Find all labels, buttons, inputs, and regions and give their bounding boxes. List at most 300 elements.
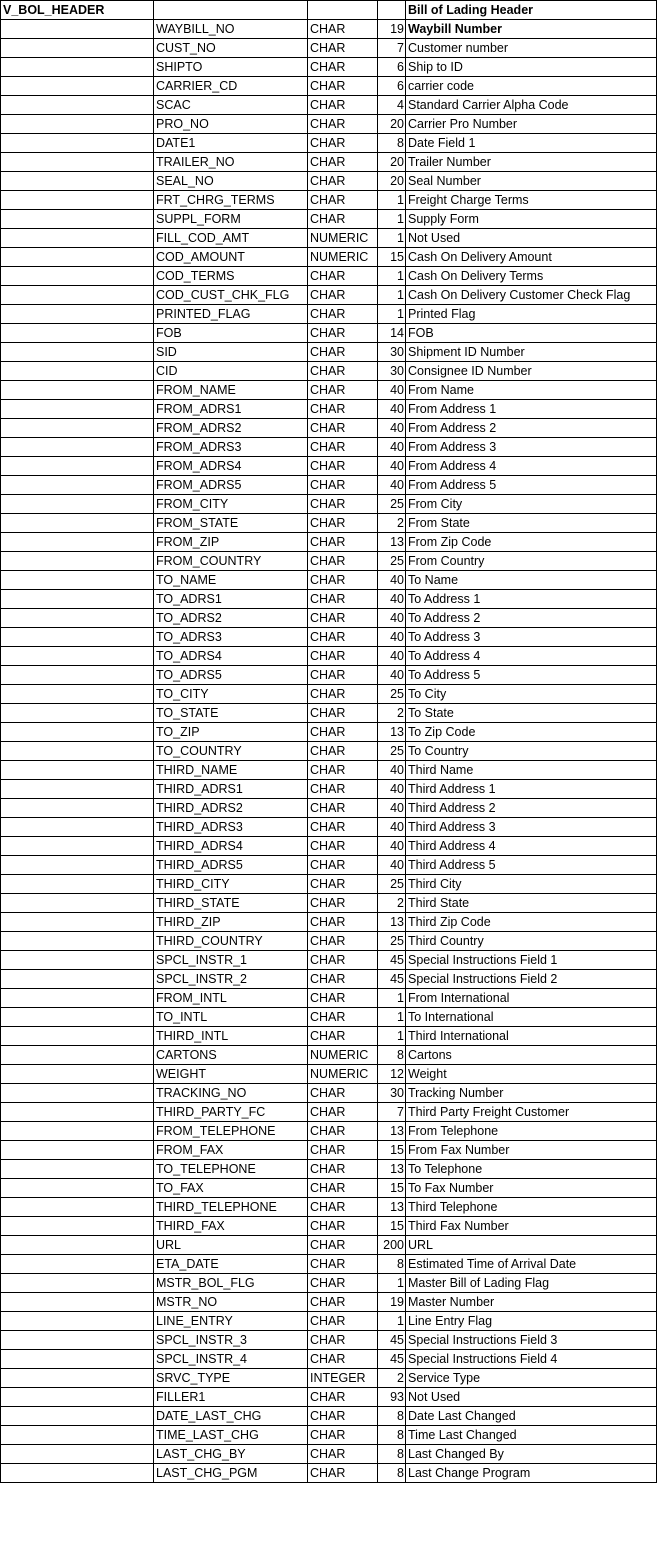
field-length-cell: 6 <box>378 77 406 96</box>
table-row <box>1 1426 657 1445</box>
data-type-cell: CHAR <box>308 951 378 970</box>
table-row <box>1 742 657 761</box>
field-description-cell: Special Instructions Field 3 <box>406 1331 657 1350</box>
table-row <box>1 1236 657 1255</box>
data-type-cell: CHAR <box>308 913 378 932</box>
field-name-cell: FROM_INTL <box>154 989 308 1008</box>
field-description-cell: Third Address 1 <box>406 780 657 799</box>
table-row <box>1 799 657 818</box>
empty-cell <box>1 1274 154 1293</box>
field-length-cell: 1 <box>378 286 406 305</box>
field-description-cell: Not Used <box>406 1388 657 1407</box>
table-row <box>1 1027 657 1046</box>
table-row <box>1 1046 657 1065</box>
field-length-cell: 40 <box>378 609 406 628</box>
table-row <box>1 400 657 419</box>
field-length-cell: 8 <box>378 1407 406 1426</box>
data-type-cell: CHAR <box>308 438 378 457</box>
field-length-cell: 15 <box>378 1217 406 1236</box>
field-name-cell: SUPPL_FORM <box>154 210 308 229</box>
field-spec-body <box>1 1 657 1483</box>
data-type-cell: CHAR <box>308 514 378 533</box>
empty-cell <box>1 1065 154 1084</box>
field-name-cell: THIRD_COUNTRY <box>154 932 308 951</box>
field-description-cell: carrier code <box>406 77 657 96</box>
field-name-cell: TO_CITY <box>154 685 308 704</box>
field-length-cell: 8 <box>378 1464 406 1483</box>
field-name-cell: SRVC_TYPE <box>154 1369 308 1388</box>
field-name-cell: SHIPTO <box>154 58 308 77</box>
empty-cell <box>1 419 154 438</box>
field-name-cell: PRINTED_FLAG <box>154 305 308 324</box>
field-description-cell: Third Telephone <box>406 1198 657 1217</box>
field-length-cell: 25 <box>378 552 406 571</box>
data-type-cell: CHAR <box>308 799 378 818</box>
empty-cell <box>1 1141 154 1160</box>
field-description-cell: Date Field 1 <box>406 134 657 153</box>
data-type-cell: CHAR <box>308 77 378 96</box>
data-type-cell: CHAR <box>308 419 378 438</box>
field-description-cell: To City <box>406 685 657 704</box>
table-row <box>1 552 657 571</box>
empty-cell <box>1 1369 154 1388</box>
table-row <box>1 647 657 666</box>
table-row <box>1 153 657 172</box>
field-name-cell: TO_ADRS4 <box>154 647 308 666</box>
table-row <box>1 533 657 552</box>
empty-cell <box>1 1350 154 1369</box>
data-type-cell: CHAR <box>308 1407 378 1426</box>
field-description-cell: Date Last Changed <box>406 1407 657 1426</box>
data-type-cell: CHAR <box>308 1274 378 1293</box>
field-description-cell: To International <box>406 1008 657 1027</box>
data-type-cell: CHAR <box>308 1160 378 1179</box>
data-type-cell: CHAR <box>308 1103 378 1122</box>
field-length-cell: 8 <box>378 134 406 153</box>
data-type-cell: CHAR <box>308 1179 378 1198</box>
table-row <box>1 286 657 305</box>
field-name-cell: FROM_NAME <box>154 381 308 400</box>
field-length-cell: 45 <box>378 970 406 989</box>
field-name-cell: WEIGHT <box>154 1065 308 1084</box>
field-description-cell: Third Address 2 <box>406 799 657 818</box>
empty-cell <box>1 153 154 172</box>
data-type-cell: CHAR <box>308 761 378 780</box>
field-name-cell: TO_FAX <box>154 1179 308 1198</box>
field-description-cell: To Address 4 <box>406 647 657 666</box>
table-row <box>1 248 657 267</box>
data-type-cell: CHAR <box>308 20 378 39</box>
table-row <box>1 1141 657 1160</box>
field-name-cell: TO_ADRS5 <box>154 666 308 685</box>
field-length-cell: 13 <box>378 533 406 552</box>
data-type-cell: CHAR <box>308 590 378 609</box>
field-name-cell: TO_ADRS1 <box>154 590 308 609</box>
field-description-cell: Freight Charge Terms <box>406 191 657 210</box>
field-name-cell: TO_INTL <box>154 1008 308 1027</box>
field-length-cell: 12 <box>378 1065 406 1084</box>
field-description-cell: From Fax Number <box>406 1141 657 1160</box>
field-length-cell: 13 <box>378 1198 406 1217</box>
field-description-cell: Line Entry Flag <box>406 1312 657 1331</box>
field-name-cell: LINE_ENTRY <box>154 1312 308 1331</box>
field-description-cell: Master Bill of Lading Flag <box>406 1274 657 1293</box>
table-row <box>1 172 657 191</box>
empty-cell <box>1 172 154 191</box>
field-length-cell: 25 <box>378 932 406 951</box>
table-row <box>1 134 657 153</box>
field-name-cell: FROM_ADRS4 <box>154 457 308 476</box>
field-name-cell: THIRD_CITY <box>154 875 308 894</box>
table-row <box>1 1160 657 1179</box>
empty-cell <box>1 628 154 647</box>
data-type-cell: NUMERIC <box>308 229 378 248</box>
field-description-cell: Third State <box>406 894 657 913</box>
empty-cell <box>1 248 154 267</box>
empty-cell <box>1 951 154 970</box>
field-description-cell: To State <box>406 704 657 723</box>
table-row <box>1 894 657 913</box>
field-description-cell: Supply Form <box>406 210 657 229</box>
field-length-cell: 13 <box>378 1160 406 1179</box>
field-description-cell: To Zip Code <box>406 723 657 742</box>
field-description-cell: Customer number <box>406 39 657 58</box>
field-length-cell: 40 <box>378 400 406 419</box>
field-length-cell: 2 <box>378 894 406 913</box>
field-description-cell: Special Instructions Field 1 <box>406 951 657 970</box>
table-row <box>1 1255 657 1274</box>
data-type-cell: CHAR <box>308 362 378 381</box>
empty-cell <box>1 77 154 96</box>
table-row <box>1 210 657 229</box>
field-description-cell: Third Country <box>406 932 657 951</box>
table-row <box>1 666 657 685</box>
empty-cell <box>1 267 154 286</box>
table-row <box>1 1103 657 1122</box>
field-description-cell: Seal Number <box>406 172 657 191</box>
field-description-cell: Third International <box>406 1027 657 1046</box>
field-description-cell: To Address 5 <box>406 666 657 685</box>
field-length-cell: 2 <box>378 514 406 533</box>
data-type-cell: CHAR <box>308 267 378 286</box>
data-type-cell: CHAR <box>308 1008 378 1027</box>
empty-cell <box>1 134 154 153</box>
field-length-cell: 25 <box>378 742 406 761</box>
field-length-cell: 7 <box>378 39 406 58</box>
table-row <box>1 837 657 856</box>
field-length-cell: 1 <box>378 989 406 1008</box>
field-description-cell: Cash On Delivery Customer Check Flag <box>406 286 657 305</box>
data-type-cell: CHAR <box>308 609 378 628</box>
field-description-cell: Third Address 3 <box>406 818 657 837</box>
empty-cell <box>1 1008 154 1027</box>
field-length-cell: 40 <box>378 666 406 685</box>
field-length-cell: 7 <box>378 1103 406 1122</box>
field-length-cell: 19 <box>378 20 406 39</box>
data-type-cell: CHAR <box>308 1255 378 1274</box>
empty-cell <box>1 742 154 761</box>
field-description-cell: Standard Carrier Alpha Code <box>406 96 657 115</box>
field-length-cell: 1 <box>378 267 406 286</box>
field-length-cell: 15 <box>378 1141 406 1160</box>
field-length-cell: 4 <box>378 96 406 115</box>
data-type-cell: CHAR <box>308 1350 378 1369</box>
field-name-cell: TO_TELEPHONE <box>154 1160 308 1179</box>
field-description-cell: To Address 1 <box>406 590 657 609</box>
empty-cell <box>1 989 154 1008</box>
field-length-cell: 1 <box>378 1274 406 1293</box>
table-row <box>1 476 657 495</box>
empty-cell <box>1 286 154 305</box>
field-name-cell: DATE_LAST_CHG <box>154 1407 308 1426</box>
empty-cell <box>1 875 154 894</box>
field-length-cell: 8 <box>378 1426 406 1445</box>
table-row <box>1 856 657 875</box>
field-name-cell: FOB <box>154 324 308 343</box>
data-type-cell: CHAR <box>308 324 378 343</box>
field-description-cell: From City <box>406 495 657 514</box>
data-type-cell: CHAR <box>308 1426 378 1445</box>
field-name-cell: PRO_NO <box>154 115 308 134</box>
field-description-cell: From Address 1 <box>406 400 657 419</box>
field-description-cell: FOB <box>406 324 657 343</box>
empty-cell <box>1 647 154 666</box>
field-name-cell: THIRD_FAX <box>154 1217 308 1236</box>
field-length-cell: 40 <box>378 837 406 856</box>
field-length-cell: 30 <box>378 362 406 381</box>
field-name-cell: TRACKING_NO <box>154 1084 308 1103</box>
empty-cell <box>1 970 154 989</box>
data-type-cell: CHAR <box>308 495 378 514</box>
table-row <box>1 1293 657 1312</box>
data-type-cell: CHAR <box>308 39 378 58</box>
empty-cell <box>1 438 154 457</box>
field-length-cell: 40 <box>378 647 406 666</box>
table-row <box>1 77 657 96</box>
data-type-cell: CHAR <box>308 1331 378 1350</box>
table-row <box>1 1179 657 1198</box>
field-name-cell: TO_ADRS2 <box>154 609 308 628</box>
empty-cell <box>1 609 154 628</box>
empty-cell <box>1 723 154 742</box>
table-row <box>1 514 657 533</box>
field-description-cell: Cartons <box>406 1046 657 1065</box>
empty-cell <box>1 191 154 210</box>
field-length-cell: 20 <box>378 172 406 191</box>
table-row <box>1 913 657 932</box>
empty-cell <box>1 799 154 818</box>
field-description-cell: From Address 2 <box>406 419 657 438</box>
field-description-cell: Weight <box>406 1065 657 1084</box>
table-row <box>1 324 657 343</box>
table-row <box>1 267 657 286</box>
empty-cell <box>1 571 154 590</box>
field-length-cell: 25 <box>378 685 406 704</box>
data-type-cell: NUMERIC <box>308 1065 378 1084</box>
field-name-cell: COD_CUST_CHK_FLG <box>154 286 308 305</box>
field-name-cell: FROM_ZIP <box>154 533 308 552</box>
field-name-cell: CARTONS <box>154 1046 308 1065</box>
empty-cell <box>1 1217 154 1236</box>
empty-cell <box>1 1160 154 1179</box>
data-type-cell: CHAR <box>308 286 378 305</box>
field-length-cell: 45 <box>378 1331 406 1350</box>
empty-cell <box>1 1122 154 1141</box>
data-type-cell: CHAR <box>308 172 378 191</box>
empty-cell <box>1 476 154 495</box>
table-row <box>1 951 657 970</box>
field-description-cell: To Address 2 <box>406 609 657 628</box>
data-type-cell: CHAR <box>308 533 378 552</box>
field-description-cell: Time Last Changed <box>406 1426 657 1445</box>
field-length-cell: 40 <box>378 590 406 609</box>
data-type-cell: CHAR <box>308 647 378 666</box>
empty-cell <box>1 324 154 343</box>
field-name-cell: FROM_ADRS5 <box>154 476 308 495</box>
table-row <box>1 628 657 647</box>
empty-cell <box>1 362 154 381</box>
data-type-cell: CHAR <box>308 381 378 400</box>
field-name-cell: THIRD_TELEPHONE <box>154 1198 308 1217</box>
table-row <box>1 1331 657 1350</box>
table-row <box>1 115 657 134</box>
field-description-cell: To Name <box>406 571 657 590</box>
field-description-cell: Last Changed By <box>406 1445 657 1464</box>
field-length-cell: 40 <box>378 457 406 476</box>
field-length-cell: 13 <box>378 913 406 932</box>
empty-cell <box>1 343 154 362</box>
field-name-cell: LAST_CHG_PGM <box>154 1464 308 1483</box>
field-length-cell: 15 <box>378 1179 406 1198</box>
field-description-cell: Third Party Freight Customer <box>406 1103 657 1122</box>
empty-cell <box>1 818 154 837</box>
empty-cell <box>1 400 154 419</box>
empty-cell <box>1 1103 154 1122</box>
field-length-cell: 1 <box>378 1008 406 1027</box>
data-type-cell: CHAR <box>308 1464 378 1483</box>
data-type-cell: CHAR <box>308 400 378 419</box>
field-description-cell: Special Instructions Field 4 <box>406 1350 657 1369</box>
field-name-cell: COD_TERMS <box>154 267 308 286</box>
field-length-cell: 40 <box>378 856 406 875</box>
table-row <box>1 1084 657 1103</box>
field-description-cell: From Country <box>406 552 657 571</box>
table-row <box>1 571 657 590</box>
field-name-cell: FILL_COD_AMT <box>154 229 308 248</box>
field-name-cell: FROM_COUNTRY <box>154 552 308 571</box>
table-row <box>1 191 657 210</box>
field-description-cell: From Address 3 <box>406 438 657 457</box>
field-name-cell: FROM_TELEPHONE <box>154 1122 308 1141</box>
data-type-cell: CHAR <box>308 457 378 476</box>
data-type-cell: CHAR <box>308 818 378 837</box>
field-name-cell: CID <box>154 362 308 381</box>
field-length-cell: 1 <box>378 305 406 324</box>
field-length-cell: 2 <box>378 1369 406 1388</box>
field-description-cell: Waybill Number <box>406 20 657 39</box>
table-row <box>1 1350 657 1369</box>
field-description-cell: To Fax Number <box>406 1179 657 1198</box>
field-length-cell: 40 <box>378 628 406 647</box>
table-row <box>1 1217 657 1236</box>
table-row <box>1 761 657 780</box>
data-type-cell: CHAR <box>308 894 378 913</box>
field-description-cell: From Telephone <box>406 1122 657 1141</box>
empty-cell <box>1 1426 154 1445</box>
field-description-cell: To Address 3 <box>406 628 657 647</box>
field-description-cell: To Telephone <box>406 1160 657 1179</box>
data-type-cell: NUMERIC <box>308 1046 378 1065</box>
field-length-cell: 1 <box>378 1312 406 1331</box>
table-row <box>1 96 657 115</box>
field-name-cell: TO_ADRS3 <box>154 628 308 647</box>
field-description-cell: Cash On Delivery Terms <box>406 267 657 286</box>
field-name-cell: SID <box>154 343 308 362</box>
field-description-cell: Master Number <box>406 1293 657 1312</box>
field-length-cell: 13 <box>378 1122 406 1141</box>
field-name-cell: THIRD_NAME <box>154 761 308 780</box>
data-type-cell: CHAR <box>308 628 378 647</box>
field-name-cell: URL <box>154 1236 308 1255</box>
field-name-cell: FROM_ADRS2 <box>154 419 308 438</box>
field-length-cell: 8 <box>378 1445 406 1464</box>
field-description-cell: From Zip Code <box>406 533 657 552</box>
field-length-cell: 13 <box>378 723 406 742</box>
empty-cell <box>1 856 154 875</box>
empty-cell <box>1 704 154 723</box>
data-type-cell: CHAR <box>308 685 378 704</box>
empty-cell <box>1 1312 154 1331</box>
field-length-cell: 19 <box>378 1293 406 1312</box>
field-name-cell: FROM_ADRS1 <box>154 400 308 419</box>
field-name-cell: CARRIER_CD <box>154 77 308 96</box>
field-description-cell: Tracking Number <box>406 1084 657 1103</box>
data-type-cell: CHAR <box>308 1084 378 1103</box>
field-length-cell: 2 <box>378 704 406 723</box>
empty-cell <box>1 894 154 913</box>
field-description-cell: From Name <box>406 381 657 400</box>
field-description-cell: Service Type <box>406 1369 657 1388</box>
table-row <box>1 1369 657 1388</box>
data-type-cell: CHAR <box>308 989 378 1008</box>
table-row <box>1 39 657 58</box>
table-description: Bill of Lading Header <box>406 1 657 20</box>
empty-cell <box>1 780 154 799</box>
data-type-cell: CHAR <box>308 1198 378 1217</box>
field-length-cell: 1 <box>378 229 406 248</box>
field-name-cell: LAST_CHG_BY <box>154 1445 308 1464</box>
field-length-cell: 6 <box>378 58 406 77</box>
field-description-cell: Third Zip Code <box>406 913 657 932</box>
empty-cell <box>1 1179 154 1198</box>
field-description-cell: Ship to ID <box>406 58 657 77</box>
field-name-cell: CUST_NO <box>154 39 308 58</box>
field-name-cell: SPCL_INSTR_2 <box>154 970 308 989</box>
table-row <box>1 1464 657 1483</box>
field-name-cell: FROM_CITY <box>154 495 308 514</box>
field-name-cell: SCAC <box>154 96 308 115</box>
table-row <box>1 1065 657 1084</box>
empty-cell <box>1 1027 154 1046</box>
field-length-cell: 40 <box>378 419 406 438</box>
empty-cell <box>1 210 154 229</box>
empty-cell <box>1 666 154 685</box>
empty-cell <box>1 1293 154 1312</box>
field-description-cell: To Country <box>406 742 657 761</box>
field-description-cell: Carrier Pro Number <box>406 115 657 134</box>
data-type-cell: CHAR <box>308 1141 378 1160</box>
table-row <box>1 229 657 248</box>
